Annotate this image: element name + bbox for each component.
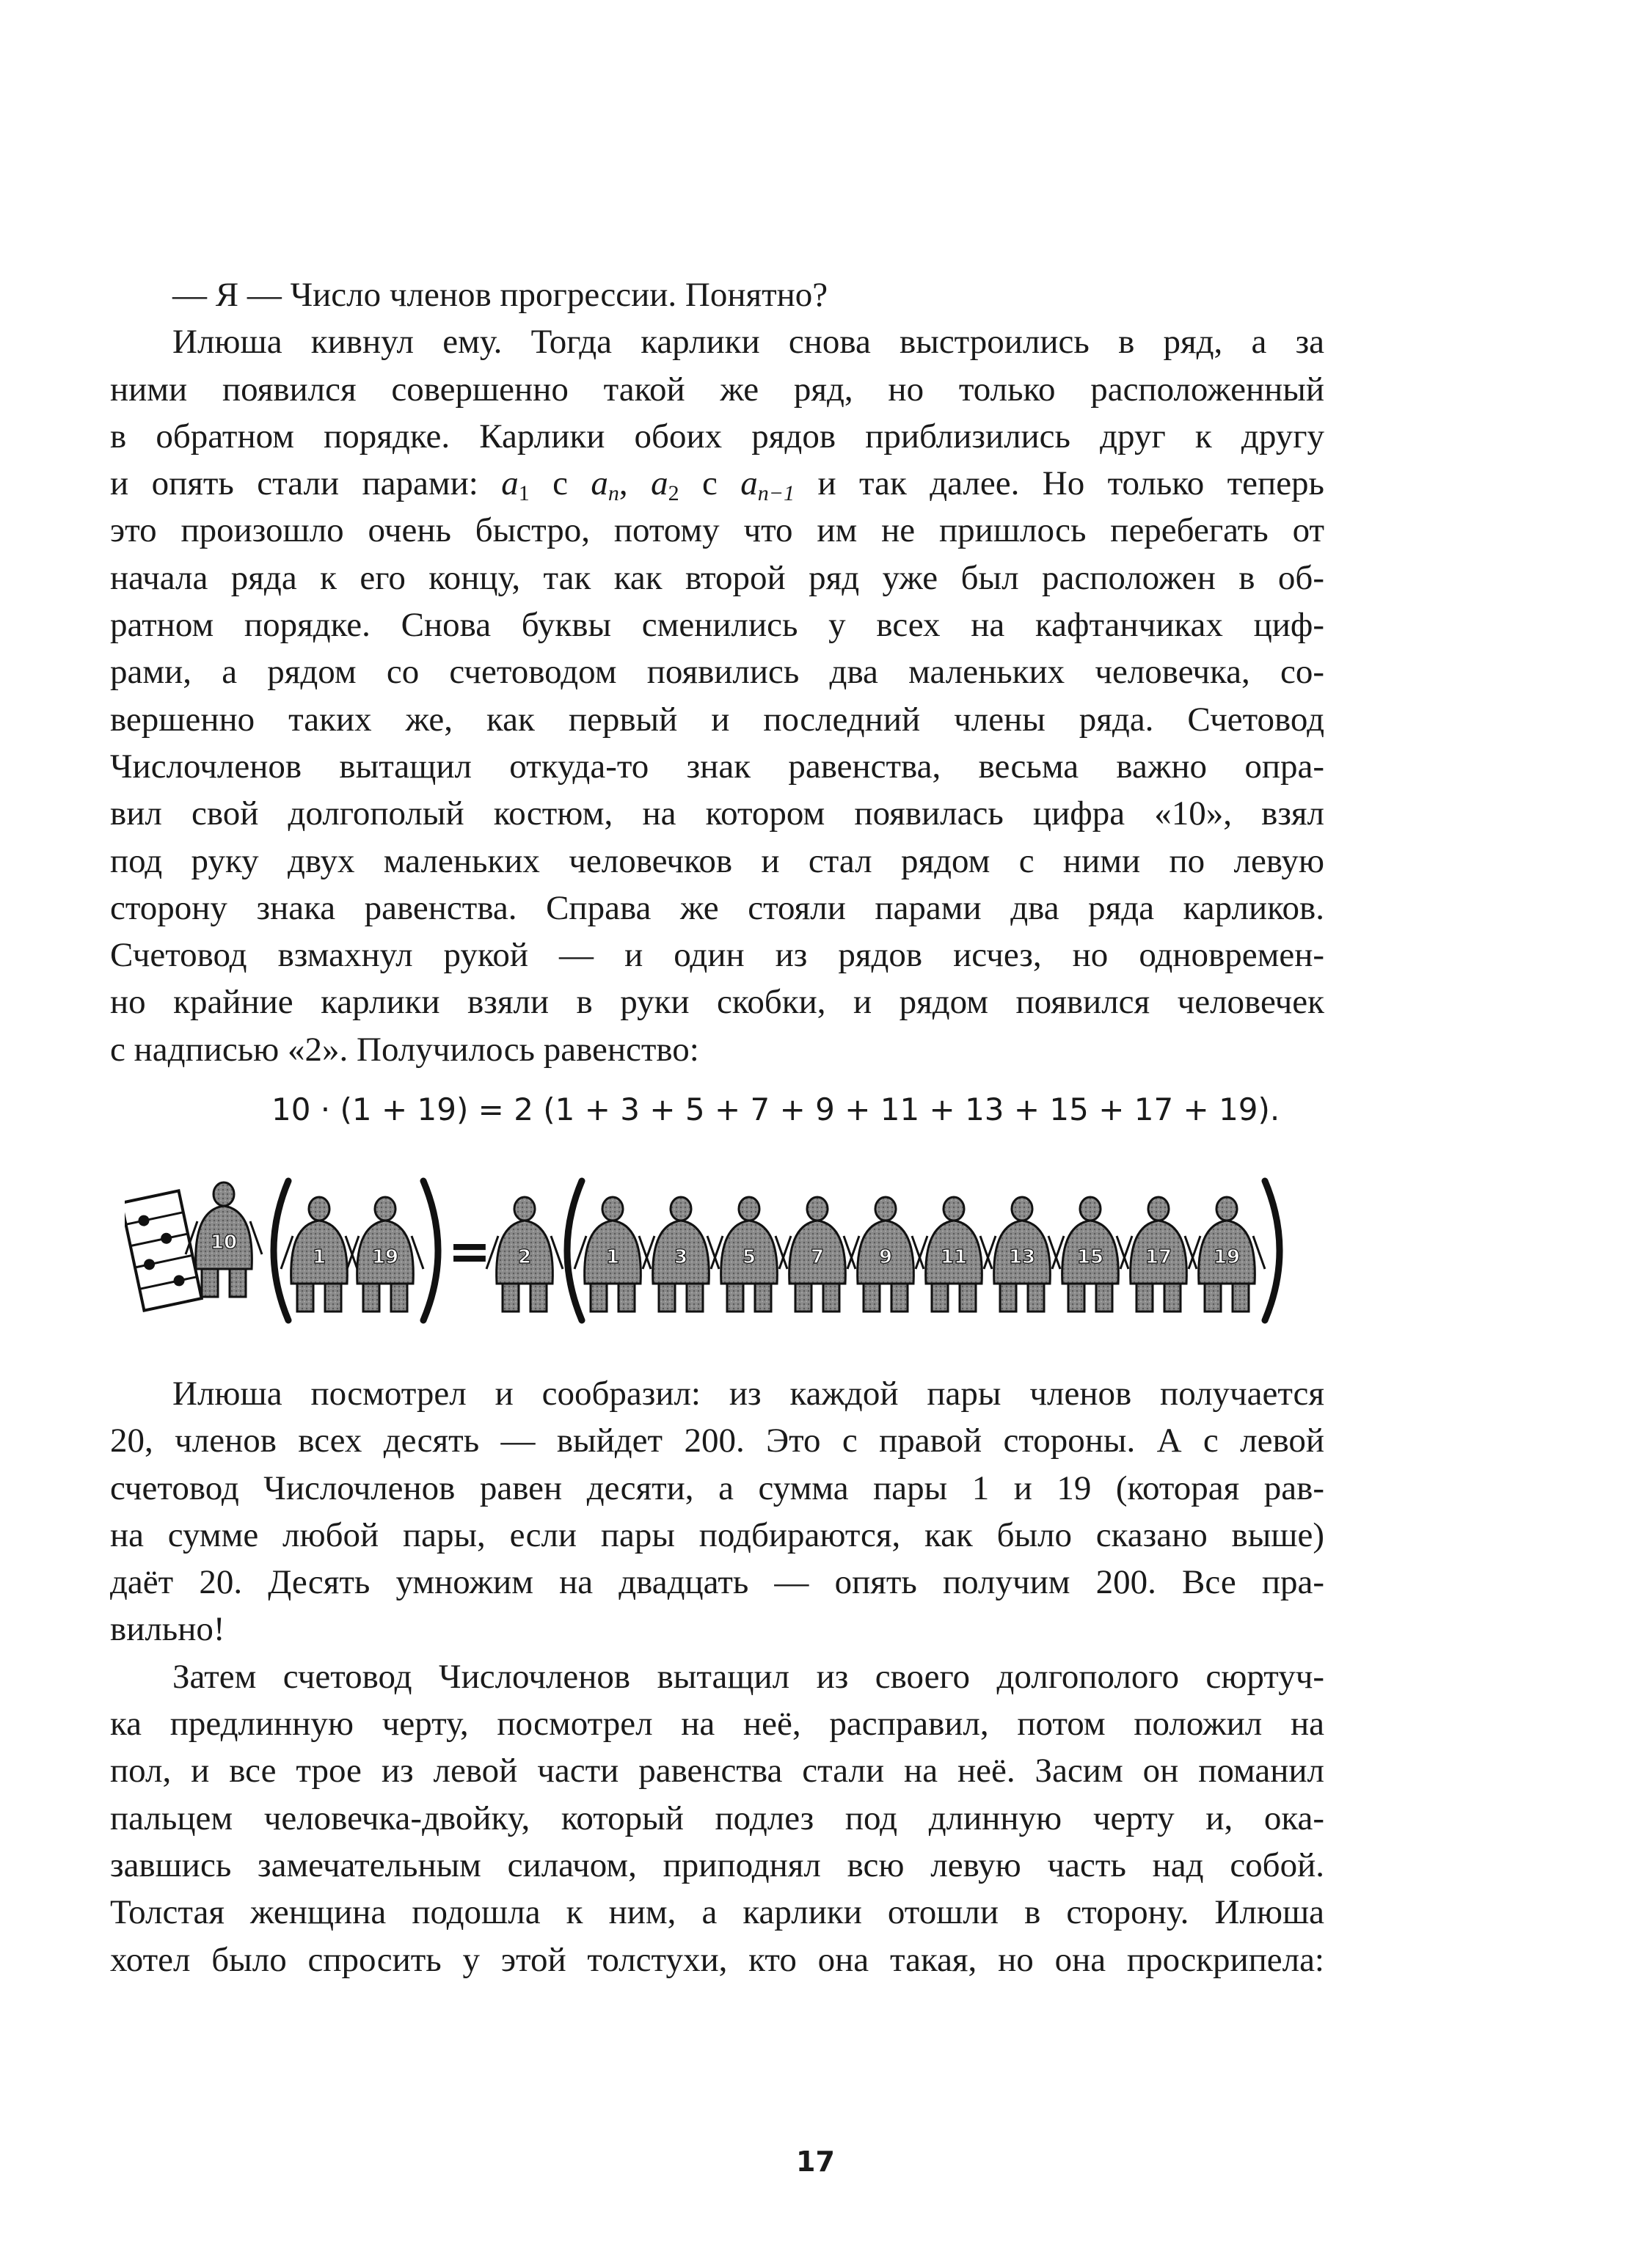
paragraph-3-line-2: 20, членов всех десять — выйдет 200. Это с правой стороны. А с левой	[110, 1422, 1324, 1460]
left-close-bracket	[423, 1181, 438, 1320]
dwarf-right-2-label: 3	[674, 1246, 688, 1268]
dwarf-right-8-label: 15	[1076, 1246, 1104, 1268]
dwarf-right-1	[574, 1197, 651, 1312]
paragraph-2-line-15: но крайние карлики взяли в руки скобки, и рядом появился человечек	[110, 983, 1324, 1022]
dwarfs-equation-illustration	[125, 1166, 1328, 1335]
abacus-icon	[125, 1190, 202, 1310]
paragraph-2-line-7: ратном порядке. Снова буквы сменились у всех на кафтанчиках циф-	[110, 606, 1324, 645]
dwarf-right-6-label: 11	[940, 1246, 968, 1268]
paragraph-2-line-1: Илюша кивнул ему. Тогда карлики снова выстроились в ряд, а за	[172, 323, 1324, 362]
dwarf-right-9	[1120, 1197, 1197, 1312]
paragraph-3-line-1: Илюша посмотрел и сообразил: из каждой пары членов получается	[172, 1375, 1324, 1413]
paragraph-2-line-14: Счетовод взмахнул рукой — и один из рядов исчез, но одновремен-	[110, 936, 1324, 975]
left-open-bracket	[274, 1181, 288, 1320]
paragraph-4-line-4: пальцем человечка-двойку, который подлез под длинную черту и, ока-	[110, 1799, 1324, 1837]
dwarf-right-3	[711, 1197, 787, 1312]
paragraph-4-line-1: Затем счетовод Числочленов вытащил из своего долгополого сюртуч-	[172, 1657, 1324, 1696]
dwarf-multiplier	[486, 1197, 563, 1312]
page-number: 17	[796, 2146, 835, 2178]
dwarf-right-8	[1052, 1197, 1128, 1312]
paragraph-2-line-16: с надписью «2». Получилось равенство:	[110, 1030, 699, 1069]
paragraph-2-line-5: это произошло очень быстро, потому что им не пришлось перебегать от	[110, 511, 1324, 550]
right-open-bracket	[567, 1181, 582, 1320]
dwarf-right-3-label: 5	[742, 1246, 756, 1268]
paragraph-1-line-1: — Я — Число членов прогрессии. Понятно?	[172, 276, 828, 314]
text-block-bottom	[110, 1370, 1324, 1983]
dwarf-right-5-label: 9	[878, 1246, 893, 1268]
brackets-group	[274, 1181, 1280, 1320]
paragraph-3-line-3: счетовод Числочленов равен десяти, а сумма пары 1 и 19 (которая рав-	[110, 1468, 1324, 1507]
dwarf-left-2	[347, 1197, 423, 1312]
paragraph-4-line-5: завшись замечательным силачом, приподнял всю левую часть над собой.	[110, 1846, 1324, 1884]
paragraph-3-line-6: вильно!	[110, 1610, 225, 1649]
dwarf-left-2-label: 19	[371, 1246, 399, 1268]
dwarf-right-1-label: 1	[605, 1246, 620, 1268]
dwarf-multiplier-label: 2	[517, 1246, 532, 1268]
paragraph-2-line-8: рами, а рядом со счетоводом появились два маленьких человечка, со-	[110, 653, 1324, 692]
paragraph-2-line-12: под руку двух маленьких человечков и стал рядом с ними по левую	[110, 841, 1324, 880]
paragraph-3-line-5: даёт 20. Десять умножим на двадцать — опять получим 200. Все пра-	[110, 1563, 1324, 1602]
paragraph-4-line-2: ка предлинную черту, посмотрел на неё, расправил, потом положил на	[110, 1705, 1324, 1744]
paragraph-2-line-6: начала ряда к его концу, так как второй ряд уже был расположен в об-	[110, 558, 1324, 597]
paragraph-2-line-10: Числочленов вытащил откуда-то знак равенства, весьма важно опра-	[110, 747, 1324, 786]
dwarf-right-7	[984, 1197, 1060, 1312]
dwarf-right-2	[643, 1197, 719, 1312]
right-close-bracket	[1265, 1181, 1280, 1320]
paragraph-4-line-6: Толстая женщина подошла к ним, а карлики отошли в сторону. Илюша	[110, 1893, 1324, 1932]
dwarf-right-5	[847, 1197, 924, 1312]
paragraph-2-line-9: вершенно таких же, как первый и последний члены ряда. Счетовод	[110, 700, 1324, 739]
paragraph-2-line-11: вил свой долгополый костюм, на котором появилась цифра «10», взял	[110, 794, 1324, 833]
dwarf-right-10-label: 19	[1213, 1246, 1241, 1268]
dwarf-right-4	[779, 1197, 855, 1312]
equals-sign: =	[448, 1221, 492, 1281]
dwarf-right-4-label: 7	[810, 1246, 825, 1268]
equation: 10 · (1 + 19) = 2 (1 + 3 + 5 + 7 + 9 + 11 + 13 + 15 + 17 + 19).	[271, 1091, 1280, 1127]
paragraph-2-line-4: и опять стали парами: $a_1$ с $a_n$, $a_2$ с $a_{n-1}$ и так далее. Но только теперь	[110, 464, 1324, 506]
dwarf-right-6	[916, 1197, 992, 1312]
paragraph-2-line-2: ними появился совершенно такой же ряд, но только расположенный	[110, 370, 1324, 409]
dwarf-right-10	[1189, 1197, 1265, 1312]
paragraph-3-line-4: на сумме любой пары, если пары подбираются, как было сказано выше)	[110, 1515, 1324, 1554]
dwarf-accountant-label: 10	[210, 1232, 238, 1254]
paragraph-2-line-3: в обратном порядке. Карлики обоих рядов приблизились друг к другу	[110, 417, 1324, 456]
dwarf-right-9-label: 17	[1145, 1246, 1172, 1268]
dwarf-right-7-label: 13	[1008, 1246, 1036, 1268]
dwarf-left-1-label: 1	[312, 1246, 326, 1268]
figures-group	[186, 1182, 1265, 1312]
paragraph-4-line-7: хотел было спросить у этой толстухи, кто она такая, но она проскрипела:	[110, 1940, 1324, 1979]
paragraph-4-line-3: пол, и все трое из левой части равенства стали на неё. Засим он поманил	[110, 1752, 1324, 1790]
dwarf-left-1	[281, 1197, 357, 1312]
text-block-top	[110, 271, 1324, 1073]
paragraph-2-line-13: сторону знака равенства. Справа же стояли парами два ряда карликов.	[110, 888, 1324, 927]
